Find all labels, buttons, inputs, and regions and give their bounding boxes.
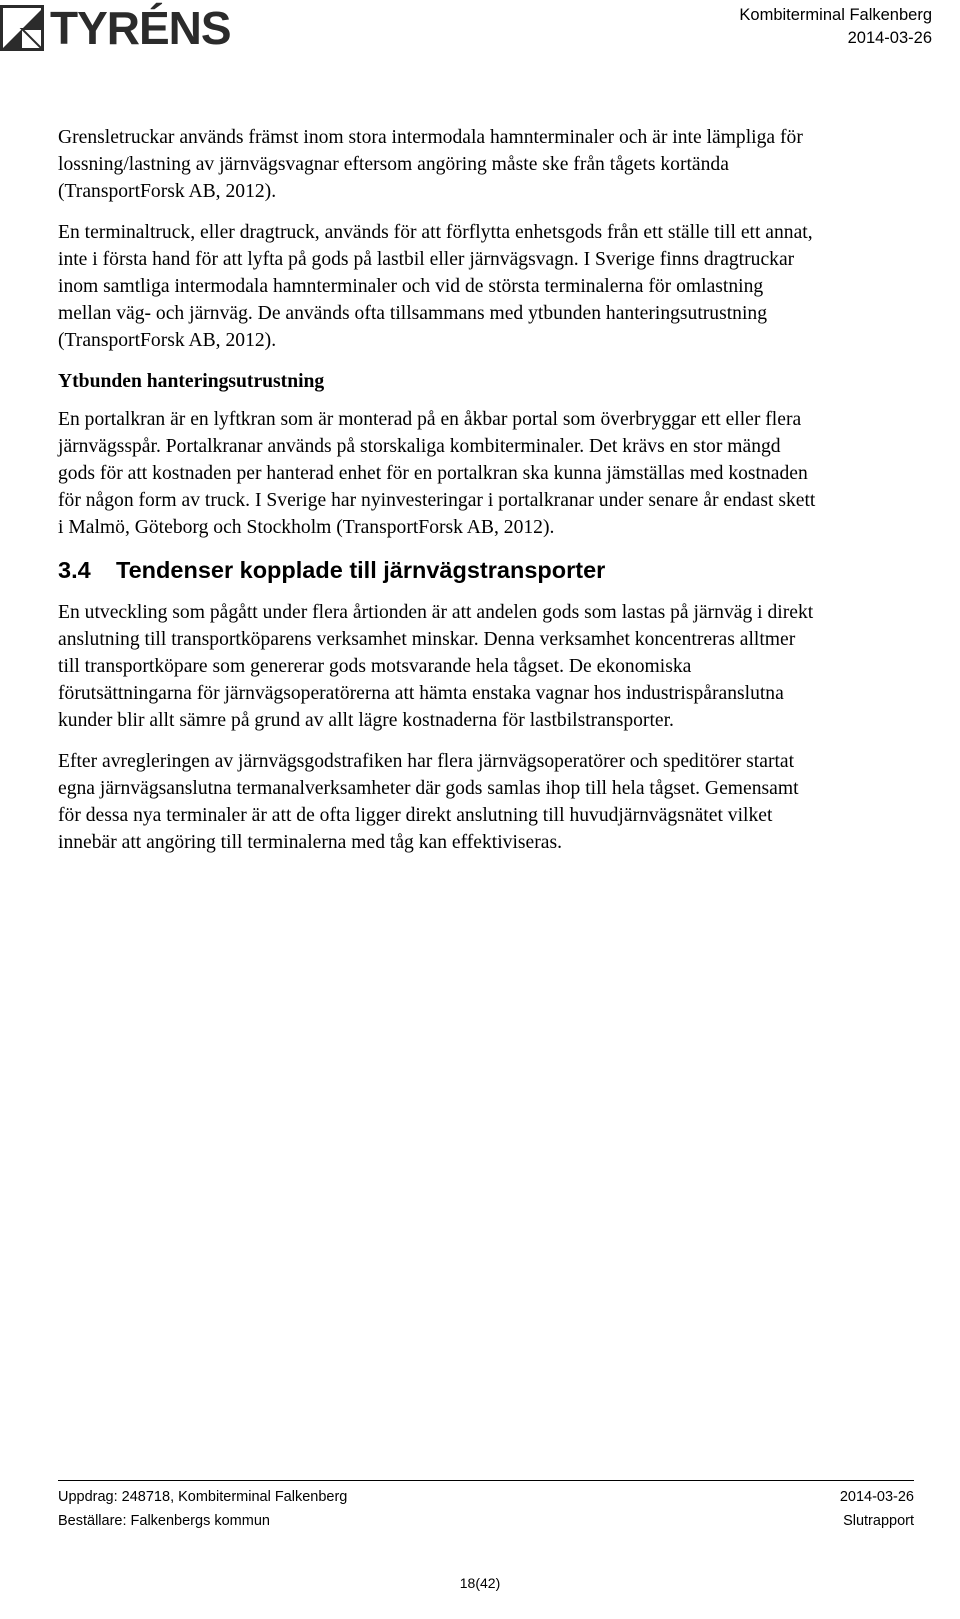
text-line: kunder blir allt sämre på grund av allt lägre kostnaderna för lastbilstransporter.: [58, 710, 674, 731]
text-line: mellan väg- och järnväg. De används ofta tillsammans med ytbunden hanteringsutrustning: [58, 303, 768, 324]
text-line: En utveckling som pågått under flera årtionden är att andelen gods som lastas på järnväg i direkt: [58, 602, 814, 623]
text-line: för dessa nya terminaler är att de ofta ligger direkt anslutning till huvudjärnvägsnätet vilket: [58, 805, 773, 826]
text-line: (TransportForsk AB, 2012).: [58, 330, 277, 351]
paragraph-avregleringen: [58, 748, 938, 856]
section-number: 3.4: [58, 557, 91, 583]
text-line: i Malmö, Göteborg och Stockholm (TransportForsk AB, 2012).: [58, 517, 555, 538]
text-line: En terminaltruck, eller dragtruck, används för att förflytta enhetsgods från ett ställe till ett annat,: [58, 222, 813, 243]
header-date: 2014-03-26: [847, 29, 932, 47]
paragraph-utveckling: [58, 599, 938, 734]
page-number: 18(42): [459, 1575, 501, 1591]
document-footer: [58, 1480, 914, 1533]
subheading-ytbunden: Ytbunden hanteringsutrustning: [58, 371, 325, 392]
text-line: järnvägsspår. Portalkranar används på storskaliga kombiterminaler. Det krävs en stor mängd: [58, 436, 781, 457]
text-line: En portalkran är en lyftkran som är monterad på en åkbar portal som överbryggar ett eller flera: [58, 409, 802, 430]
company-logo: [0, 4, 231, 52]
text-line: anslutning till transportköparens verksamhet minskar. Denna verksamhet koncentreras alltmer: [58, 629, 796, 650]
footer-row: [58, 1509, 914, 1533]
text-line: inom samtliga intermodala hamnterminaler och vid de största terminalerna för omlastning: [58, 276, 764, 297]
footer-assignment: Uppdrag: 248718, Kombiterminal Falkenberg: [58, 1489, 348, 1505]
tyrens-logo-icon: [0, 5, 44, 51]
text-line: Grensletruckar används främst inom stora intermodala hamnterminaler och är inte lämpliga för: [58, 127, 803, 148]
text-line: innebär att angöring till terminalerna med tåg kan effektiviseras.: [58, 832, 562, 853]
paragraph-grensletruckar: [58, 124, 938, 205]
document-header: [739, 4, 932, 50]
header-doc-title: Kombiterminal Falkenberg: [739, 6, 932, 24]
document-body: [58, 124, 938, 870]
logo-text: TYRÉNS: [50, 2, 231, 54]
paragraph-portalkran: [58, 406, 938, 541]
text-line: Efter avregleringen av järnvägsgodstrafiken har flera järnvägsoperatörer och speditörer startat: [58, 751, 795, 772]
text-line: egna järnvägsanslutna termanalverksamheter där gods samlas ihop till hela tågset. Gemensamt: [58, 778, 799, 799]
section-heading: [58, 555, 938, 585]
text-line: lossning/lastning av järnvägsvagnar eftersom angöring måste ske från tågets kortända: [58, 154, 729, 175]
footer-date: 2014-03-26: [839, 1489, 914, 1505]
paragraph-terminaltruck: [58, 219, 938, 354]
footer-row: [58, 1485, 914, 1509]
section-title: Tendenser kopplade till järnvägstransporter: [116, 557, 606, 583]
text-line: för någon form av truck. I Sverige har nyinvesteringar i portalkranar under senare år endast skett: [58, 490, 816, 511]
text-line: till transportköpare som genererar gods motsvarande hela tågset. De ekonomiska: [58, 656, 692, 677]
text-line: förutsättningarna för järnvägsoperatörerna att hämta enstaka vagnar hos industrispåranslutna: [58, 683, 784, 704]
text-line: (TransportForsk AB, 2012).: [58, 181, 277, 202]
text-line: inte i första hand för att lyfta på gods på lastbil eller järnvägsvagn. I Sverige finns dragtruckar: [58, 249, 795, 270]
footer-report-type: Slutrapport: [843, 1513, 914, 1529]
text-line: gods för att kostnaden per hanterad enhet för en portalkran ska kunna jämställas med kostnaden: [58, 463, 808, 484]
footer-client: Beställare: Falkenbergs kommun: [58, 1513, 270, 1529]
